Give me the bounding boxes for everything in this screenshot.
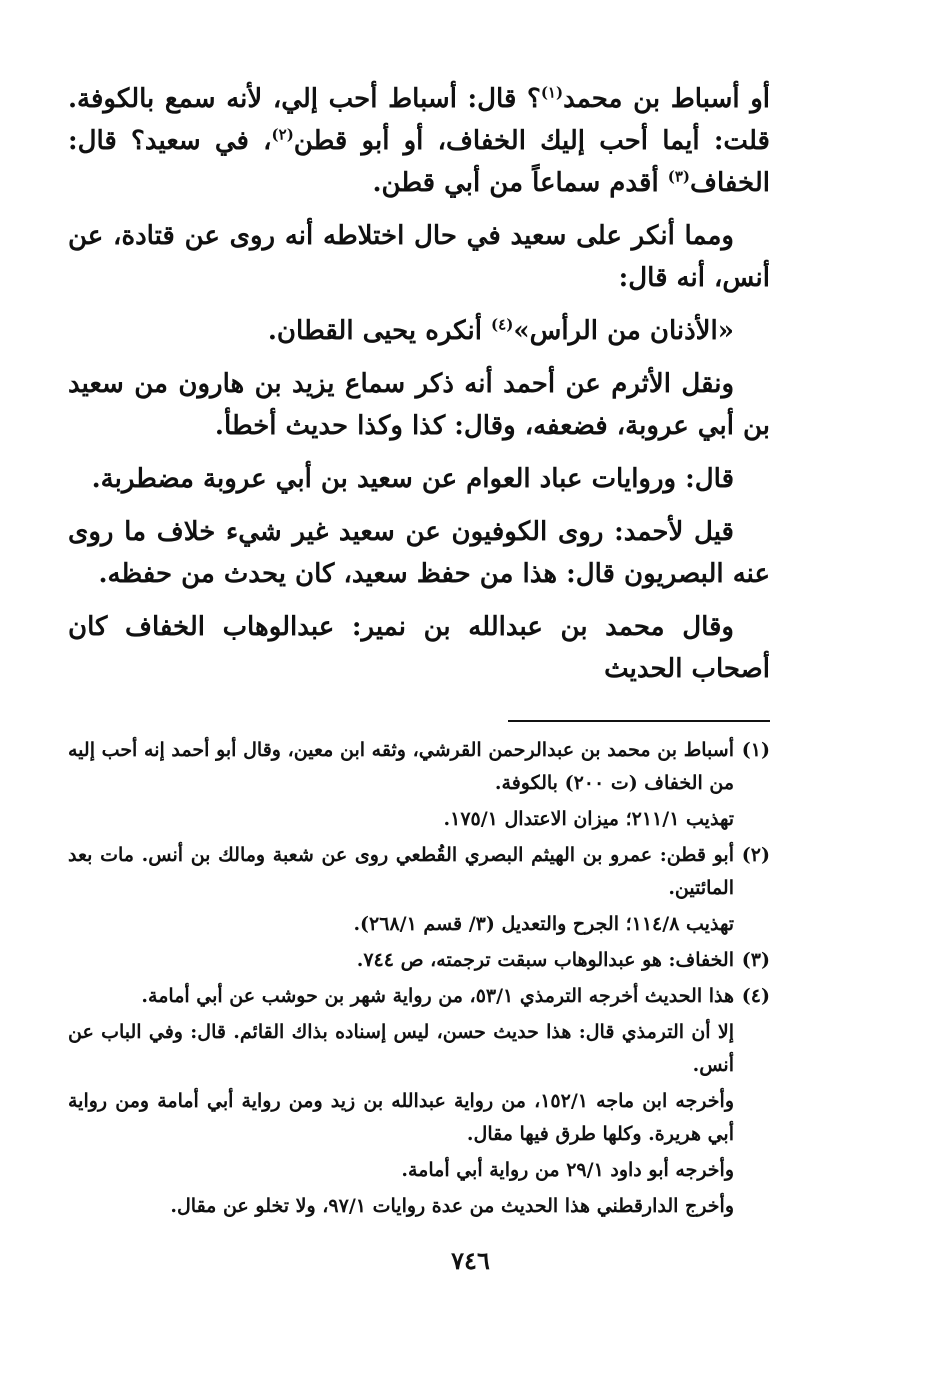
- footnote-ref-3[interactable]: (٣): [667, 167, 691, 186]
- paragraph-7: وقال محمد بن عبدالله بن نمير: عبدالوهاب الخفاف كان أصحاب الحديث: [68, 612, 770, 684]
- footnote-line: وأخرجه ابن ماجه ١٥٢/١، من رواية عبدالله بن زيد ومن رواية أبي أمامة ومن رواية أبي هريرة. وكلها طرق فيها مقال.: [68, 1090, 734, 1145]
- text-span: أو أسباط بن محمد: [563, 84, 770, 114]
- footnotes: [68, 734, 770, 1223]
- footnote-ref-1[interactable]: (١): [540, 83, 564, 102]
- footnote-2: [68, 839, 770, 941]
- footnote-line: وأخرجه أبو داود ٢٩/١ من رواية أبي أمامة.: [401, 1159, 734, 1181]
- page-number: ٧٤٦: [451, 1246, 490, 1275]
- main-text: [68, 78, 770, 690]
- footnote-line: الخفاف: هو عبدالوهاب سبقت ترجمته، ص ٧٤٤.: [356, 949, 734, 971]
- footnote-ref-2[interactable]: (٢): [271, 125, 294, 144]
- footnote-line: أبو قطن: عمرو بن الهيثم البصري القُطعي روى عن شعبة ومالك بن أنس. مات بعد المائتين.: [68, 844, 734, 899]
- footnote-number: (٢): [741, 844, 770, 866]
- paragraph-2: ومما أنكر على سعيد في حال اختلاطه أنه روى عن قتادة، عن أنس، أنه قال:: [68, 221, 770, 293]
- footnote-number: (١): [741, 739, 770, 761]
- paragraph-4: ونقل الأثرم عن أحمد أنه ذكر سماع يزيد بن هارون من سعيد بن أبي عروبة، فضعفه، وقال: كذا وكذا حديث أخطأ.: [68, 369, 770, 441]
- text-span: ؟ قال: أسباط أحب إلي، لأنه سمع بالكوفة. قلت: أيما أحب إليك الخفاف، أو أبو قطن: [68, 84, 770, 156]
- hadith-quote: «الأذنان من الرأس»: [513, 316, 734, 346]
- footnote-ref-4[interactable]: (٤): [491, 315, 514, 334]
- footnote-line: إلا أن الترمذي قال: هذا حديث حسن، ليس إسناده بذاك القائم. قال: وفي الباب عن أنس.: [68, 1021, 734, 1076]
- footnote-divider: [508, 720, 770, 722]
- footnote-line: هذا الحديث أخرجه الترمذي ٥٣/١، من رواية شهر بن حوشب عن أبي أمامة.: [141, 985, 734, 1007]
- footnote-line: تهذيب ٢١١/١؛ ميزان الاعتدال ١٧٥/١.: [443, 808, 734, 830]
- footnote-line: أسباط بن محمد بن عبدالرحمن القرشي، وثقه ابن معين، وقال أبو أحمد إنه أحب إليه من الخفاف (ت ٢٠٠) بالكوفة.: [68, 739, 734, 794]
- footnote-3: [68, 944, 770, 977]
- footnote-line: تهذيب ١١٤/٨؛ الجرح والتعديل (٣/ قسم ٢٦٨/١).: [353, 913, 734, 935]
- footnote-number: (٣): [741, 949, 770, 971]
- footnote-4: [68, 980, 770, 1223]
- footnote-line: وأخرج الدارقطني هذا الحديث من عدة روايات ٩٧/١، ولا تخلو عن مقال.: [170, 1195, 734, 1217]
- paragraph-3-quote: [68, 310, 770, 352]
- text-span: ، في سعيد؟ قال: الخفاف: [68, 126, 770, 198]
- paragraph-5: قال: وروايات عباد العوام عن سعيد بن أبي عروبة مضطربة.: [91, 464, 734, 494]
- paragraph-1: [68, 78, 770, 204]
- text-span: أنكره يحيى القطان.: [267, 316, 492, 346]
- text-span: أقدم سماعاً من أبي قطن.: [372, 168, 668, 198]
- footnote-1: [68, 734, 770, 836]
- footnote-number: (٤): [741, 985, 770, 1007]
- page-content: [68, 78, 770, 1226]
- paragraph-6: قيل لأحمد: روى الكوفيون عن سعيد غير شيء خلاف ما روى عنه البصريون قال: هذا من حفظ سعيد، كان يحدث من حفظه.: [68, 517, 770, 589]
